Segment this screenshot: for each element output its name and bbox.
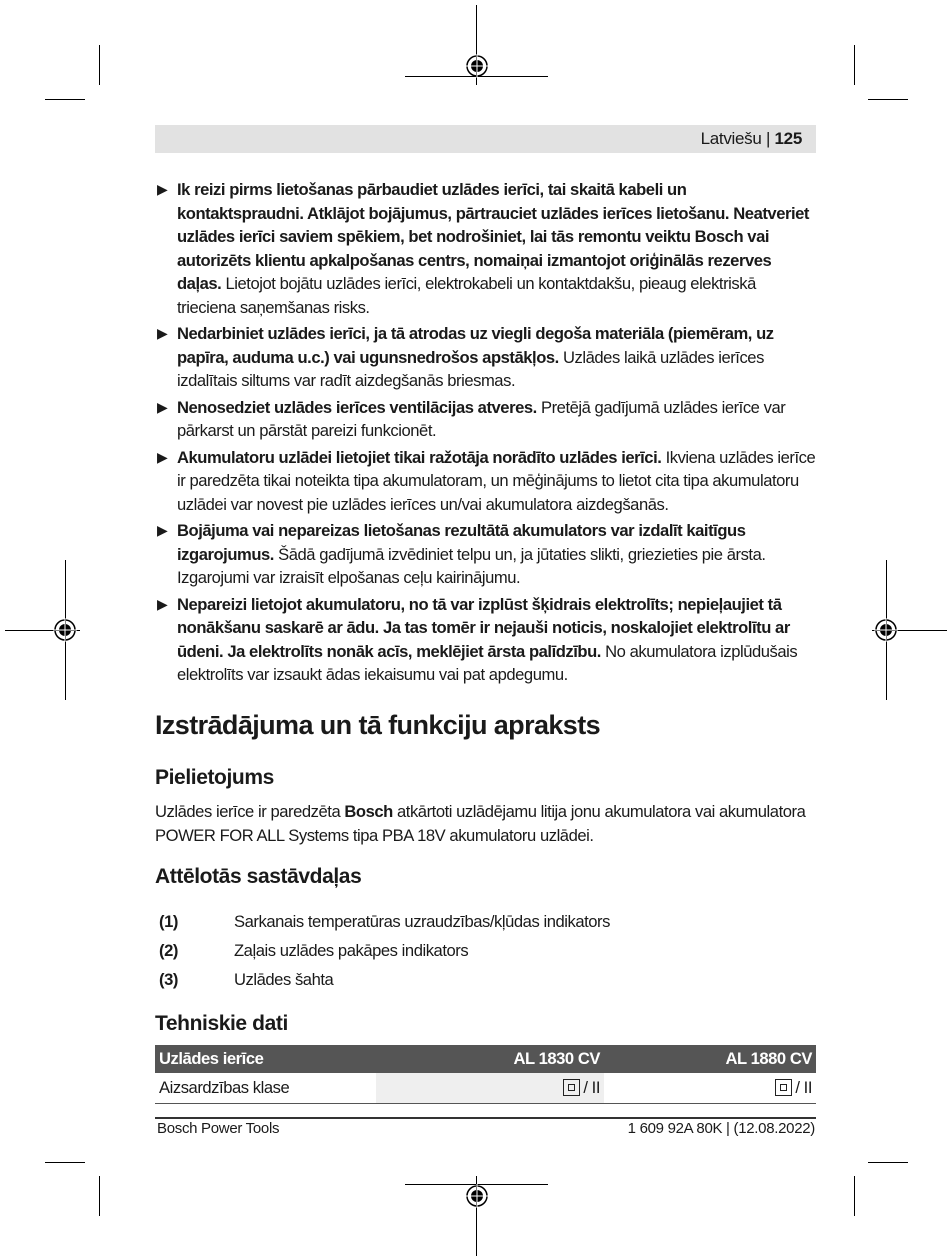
triangle-bullet-icon: ▶ [157, 448, 168, 465]
crop-mark [99, 1176, 100, 1216]
warning-normal-text: Uzlādes laikā uzlādes ierīces izdalītais siltums var radīt aizdegšanās briesmas. [177, 347, 764, 390]
section-title: Izstrādājuma un tā funkciju apraksts [155, 710, 601, 740]
warning-item [155, 519, 817, 590]
column-header: AL 1830 CV [376, 1045, 604, 1073]
registration-target-icon [874, 618, 898, 642]
component-number: (3) [159, 969, 178, 989]
header-language: Latviešu [700, 129, 762, 148]
triangle-bullet-icon: ▶ [157, 181, 168, 197]
warning-item [155, 322, 817, 393]
warning-bold-text: Akumulatoru uzlādei lietojiet tikai ražotāja norādīto uzlādes ierīci. [177, 447, 662, 467]
warning-bold-text: Nedarbiniet uzlādes ierīci, ja tā atrodas uz viegli degoša materiāla (piemēram, uz papīra, auduma u.c.) vai ugunsnedrošos apstākļos. [177, 324, 774, 367]
footer-brand: Bosch Power Tools [157, 1120, 280, 1137]
header-separator: | [765, 129, 771, 148]
warning-bold-text: Nenosedziet uzlādes ierīces ventilācijas atveres. [177, 397, 537, 417]
protection-class-value: / II [583, 1078, 600, 1097]
table-header-row [155, 1045, 816, 1073]
warning-item [155, 446, 817, 517]
protection-class-value: / II [795, 1078, 812, 1097]
components-heading: Attēlotās sastāvdaļas [155, 865, 362, 888]
table-row [155, 1073, 816, 1104]
warning-normal-text: Lietojot bojātu uzlādes ierīci, elektrokabeli un kontaktdakšu, pieaug elektriskā trieciena saņemšanas risks. [177, 274, 756, 317]
list-item [155, 936, 815, 965]
warning-bold-text: Bojājuma vai nepareizas lietošanas rezultātā akumulators var izdalīt kaitīgus izgarojumus. [177, 521, 746, 564]
table-cell-label: Aizsardzības klase [155, 1073, 376, 1104]
warning-item [155, 178, 817, 319]
registration-target-icon [465, 1184, 489, 1208]
footer-doc-number: 1 609 92A 80K | (12.08.2022) [627, 1120, 815, 1137]
protection-class-icon [775, 1079, 792, 1096]
footer-divider [155, 1117, 816, 1119]
warning-item [155, 593, 817, 687]
warning-bold-text: Nepareizi lietojot akumulatoru, no tā var izplūst šķidrais elektrolīts; nepieļaujiet tā nonākšanu saskarē ar ādu. Ja tas tomēr ir nejauši noticis, noskalojiet elektrolītu ar ūdeni. Ja elektrolīts nonāk acīs, meklējiet ārsta palīdzību. [177, 594, 790, 661]
warning-normal-text: No akumulatora izplūdušais elektrolīts var izsaukt ādas iekaisumu vai pat apdegumu. [177, 641, 798, 684]
protection-class-icon [563, 1079, 580, 1096]
crop-mark [45, 99, 85, 100]
warning-normal-text: Šādā gadījumā izvēdiniet telpu un, ja jūtaties slikti, griezieties pie ārsta. Izgarojumi var izraisīt elpošanas ceļu kairinājumu. [177, 544, 766, 587]
crop-mark [45, 1162, 85, 1163]
triangle-bullet-icon: ▶ [157, 398, 168, 415]
crop-mark [854, 1176, 855, 1216]
tech-data-heading: Tehniskie dati [155, 1012, 288, 1035]
registration-target-icon [465, 54, 489, 78]
page-number: 125 [774, 129, 802, 148]
list-item [155, 907, 815, 936]
safety-warnings-list [155, 178, 817, 690]
component-label: Sarkanais temperatūras uzraudzības/kļūdas indikators [234, 911, 610, 931]
warning-normal-text: Ikviena uzlādes ierīce ir paredzēta tikai noteikta tipa akumulatoram, un mēģinājums to lietot cita tipa akumulatoru uzlādei var novest pie uzlādes ierīces un/vai akumulatora aizdegšanās. [177, 447, 816, 514]
crop-mark [868, 99, 908, 100]
usage-paragraph [155, 800, 815, 847]
table-cell [376, 1073, 604, 1104]
usage-text-after: atkārtoti uzlādējamu litija jonu akumulatora vai akumulatora POWER FOR ALL Systems tipa PBA 18V akumulatoru uzlādei. [155, 802, 806, 845]
warning-bold-text: Ik reizi pirms lietošanas pārbaudiet uzlādes ierīci, tai skaitā kabeli un kontaktspraudni. Atklājot bojājumus, pārtrauciet uzlādes ierīces lietošanu. Neatveriet uzlādes ierīci saviem spēkiem, bet nodrošiniet, lai tās remontu veiktu Bosch vai autorizēts klientu apkalpošanas centrs, nomaiņai izmantojot oriģinālās rezerves daļas. [177, 180, 810, 293]
column-header: Uzlādes ierīce [155, 1045, 376, 1073]
crop-mark [868, 1162, 908, 1163]
usage-brand: Bosch [344, 802, 393, 821]
component-number: (1) [159, 911, 178, 931]
triangle-bullet-icon: ▶ [157, 595, 168, 612]
components-list [155, 907, 815, 994]
header-label [701, 129, 802, 149]
registration-target-icon [53, 618, 77, 642]
crop-mark [854, 45, 855, 85]
usage-text-before: Uzlādes ierīce ir paredzēta [155, 802, 345, 821]
component-number: (2) [159, 940, 178, 960]
column-header: AL 1880 CV [604, 1045, 816, 1073]
list-item [155, 965, 815, 994]
usage-heading: Pielietojums [155, 766, 274, 789]
crop-mark [99, 45, 100, 85]
page-header [155, 125, 816, 153]
triangle-bullet-icon: ▶ [157, 522, 168, 538]
table-cell [604, 1073, 816, 1104]
component-label: Uzlādes šahta [234, 969, 334, 989]
warning-normal-text: Pretējā gadījumā uzlādes ierīce var pārkarst un pārstāt pareizi funkcionēt. [177, 397, 786, 440]
triangle-bullet-icon: ▶ [157, 325, 168, 341]
tech-data-table [155, 1045, 816, 1104]
warning-item [155, 396, 817, 443]
component-label: Zaļais uzlādes pakāpes indikators [234, 940, 469, 960]
